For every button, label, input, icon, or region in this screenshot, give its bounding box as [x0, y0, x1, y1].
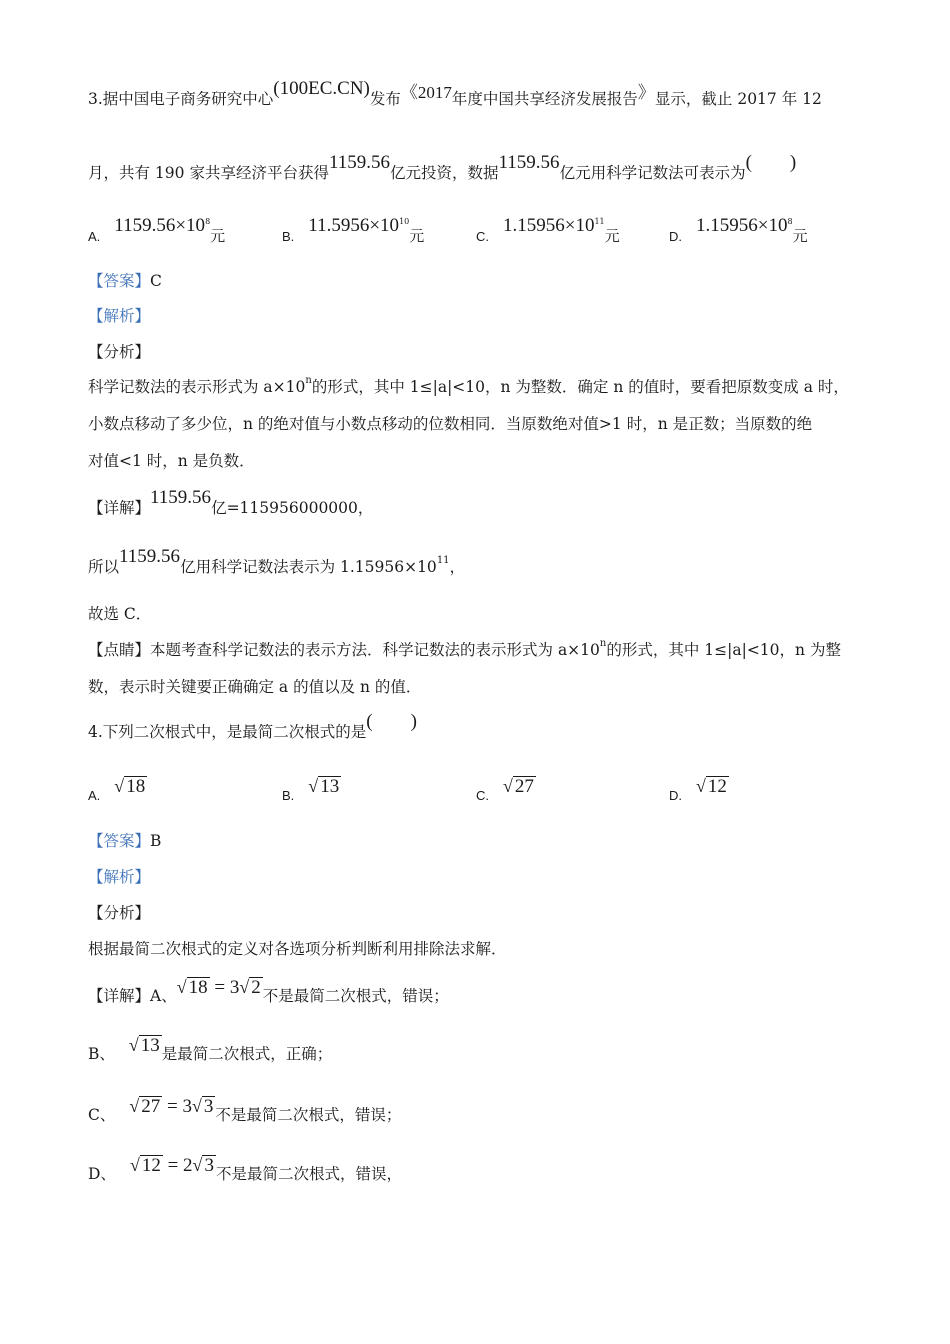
radicand: 12 — [707, 776, 727, 797]
sqrt-expression: √ 27 — [503, 776, 534, 797]
q4-answer — [88, 830, 161, 852]
q3-stem-text: 年度中国共享经济发展报告 — [451, 90, 638, 108]
option-unit: 元 — [210, 227, 226, 245]
q3-option-c — [476, 215, 620, 250]
answer-tag: 【答案】 — [88, 832, 151, 850]
q3-stem-line2 — [88, 152, 797, 184]
dianjing-tag: 【点睛】 — [88, 641, 151, 659]
q3-stem-text: 亿元用科学记数法可表示为 — [559, 164, 746, 182]
dianjing-text: 本题考查科学记数法的表示方法．科学记数法的表示形式为 a×10 — [150, 641, 600, 659]
superscript: n — [305, 375, 312, 386]
option-label: D. — [669, 229, 682, 244]
detail-math: 1159.56 — [150, 487, 212, 508]
radicand: 27 — [514, 776, 534, 797]
answer-value: B — [150, 832, 162, 850]
radicand: 13 — [140, 1035, 160, 1056]
detail-tag: 【详解】 — [88, 499, 151, 517]
detail-text: 不是最简二次根式，错误； — [215, 1106, 402, 1124]
detail-prefix: D、 — [88, 1165, 116, 1183]
q3-jiexi-tag: 【解析】 — [88, 307, 151, 325]
option-label: C. — [476, 788, 489, 803]
q4-detail-a — [88, 977, 449, 1007]
option-label: D. — [669, 788, 682, 803]
q3-amount-math: 1159.56 — [328, 152, 390, 173]
equals-coef: = 3 — [167, 1096, 192, 1117]
q3-stem-text: 发布 — [369, 90, 401, 108]
radicand: 13 — [320, 776, 340, 797]
option-math: 1.15956×10 — [503, 215, 595, 236]
q3-stem-line1 — [88, 78, 822, 110]
q3-stem-text: 月，共有 190 家共享经济平台获得 — [88, 164, 329, 182]
q4-detail-d — [88, 1155, 402, 1185]
q3-analysis-line2: 小数点移动了多少位，n 的绝对值与小数点移动的位数相同．当原数绝对值>1 时，n 是正数；当原数的绝 — [88, 415, 813, 433]
option-label: A. — [88, 229, 101, 244]
q4-option-a — [88, 776, 147, 807]
equals-coef: = 3 — [214, 977, 240, 998]
q3-stem-text: 显示，截止 2017 年 12 — [654, 90, 822, 108]
sqrt-expression: √ 12 = 2√ 3 — [129, 1155, 214, 1176]
detail-prefix: A、 — [150, 987, 177, 1005]
q4-answer-blank: ( ) — [366, 711, 417, 732]
detail-prefix: B、 — [88, 1045, 115, 1063]
radicand: 2 — [251, 977, 261, 998]
radicand: 27 — [141, 1096, 161, 1117]
q4-stem — [88, 711, 417, 743]
detail-text: 所以 — [88, 558, 120, 576]
sqrt-expression: √ 13 — [308, 776, 340, 797]
q4-option-c — [476, 776, 536, 807]
equals-coef: = 2 — [167, 1155, 193, 1176]
q3-detail — [88, 487, 374, 519]
q4-option-b — [282, 776, 341, 807]
dianjing-text: 的形式，其中 1≤|a|<10，n 为整 — [606, 641, 841, 659]
option-unit: 元 — [792, 227, 808, 245]
option-label: C. — [476, 229, 489, 244]
q4-detail-b — [88, 1035, 333, 1065]
q3-analysis-line1 — [88, 376, 849, 401]
option-label: A. — [88, 788, 101, 803]
superscript: n — [599, 638, 607, 649]
detail-tag: 【详解】 — [88, 987, 151, 1005]
radicand: 3 — [204, 1155, 214, 1176]
option-exponent: 8 — [787, 217, 793, 226]
q3-org-math: (100EC.CN) — [273, 78, 370, 99]
q4-option-d — [669, 776, 729, 807]
q3-so — [88, 546, 466, 581]
option-exponent: 11 — [594, 217, 605, 226]
detail-text: ， — [449, 558, 466, 576]
q3-report-open: 《2017 — [400, 83, 452, 102]
answer-tag: 【答案】 — [88, 272, 151, 290]
q3-dianjing-line1 — [88, 639, 841, 664]
q4-stem-text: 4.下列二次根式中，是最简二次根式的是 — [88, 723, 367, 741]
radicand: 18 — [126, 776, 146, 797]
q3-report-close: 》 — [637, 83, 655, 102]
q3-conclusion: 故选 C． — [88, 605, 152, 623]
q3-option-b — [282, 215, 425, 250]
option-exponent: 10 — [399, 217, 410, 226]
q3-analysis-line3: 对值<1 时，n 是负数． — [88, 452, 255, 470]
q3-answer-blank: ( ) — [745, 152, 797, 173]
q3-answer — [88, 270, 162, 292]
detail-text: 是最简二次根式，正确； — [161, 1045, 333, 1063]
q3-option-d — [669, 215, 808, 250]
option-math: 11.5956×10 — [308, 215, 400, 236]
detail-text: 不是最简二次根式，错误； — [262, 987, 449, 1005]
q4-fenxi-tag: 【分析】 — [88, 904, 151, 922]
detail-text: 亿=115956000000， — [211, 499, 374, 517]
q3-stem-text: 3.据中国电子商务研究中心 — [88, 90, 274, 108]
sqrt-expression: √ 18 — [114, 776, 146, 797]
q3-amount-math: 1159.56 — [498, 152, 560, 173]
option-label: B. — [282, 788, 295, 803]
sqrt-expression: √ 18 = 3√ 2 — [176, 977, 261, 998]
option-exponent: 8 — [205, 217, 211, 226]
option-math: 1159.56×10 — [114, 215, 206, 236]
detail-math: 1159.56 — [119, 546, 181, 567]
analysis-text: 科学记数法的表示形式为 a×10 — [88, 378, 306, 396]
q3-stem-text: 亿元投资，数据 — [390, 164, 499, 182]
radicand: 3 — [203, 1096, 214, 1117]
detail-text: 不是最简二次根式，错误， — [215, 1165, 402, 1183]
q4-jiexi-tag: 【解析】 — [88, 868, 151, 886]
answer-value: C — [150, 272, 162, 290]
detail-text: 亿用科学记数法表示为 1.15956×10 — [180, 558, 437, 576]
q4-analysis: 根据最简二次根式的定义对各选项分析判断利用排除法求解． — [88, 940, 507, 958]
radicand: 12 — [141, 1155, 161, 1176]
q3-option-a — [88, 215, 226, 250]
q3-fenxi-tag: 【分析】 — [88, 343, 151, 361]
superscript: 11 — [436, 555, 450, 566]
option-math: 1.15956×10 — [696, 215, 788, 236]
option-unit: 元 — [604, 227, 620, 245]
analysis-text: 的形式，其中 1≤|a|<10，n 为整数．确定 n 的值时，要看把原数变成 a 时， — [311, 378, 849, 396]
detail-prefix: C、 — [88, 1106, 116, 1124]
option-label: B. — [282, 229, 295, 244]
option-unit: 元 — [409, 227, 425, 245]
sqrt-expression: √ 12 — [696, 776, 727, 797]
q3-dianjing-line2: 数，表示时关键要正确确定 a 的值以及 n 的值． — [88, 678, 422, 696]
q4-detail-c — [88, 1096, 402, 1126]
sqrt-expression: √ 27 = 3√ 3 — [129, 1096, 214, 1117]
sqrt-expression: √ 13 — [128, 1035, 160, 1056]
radicand: 18 — [188, 977, 208, 998]
